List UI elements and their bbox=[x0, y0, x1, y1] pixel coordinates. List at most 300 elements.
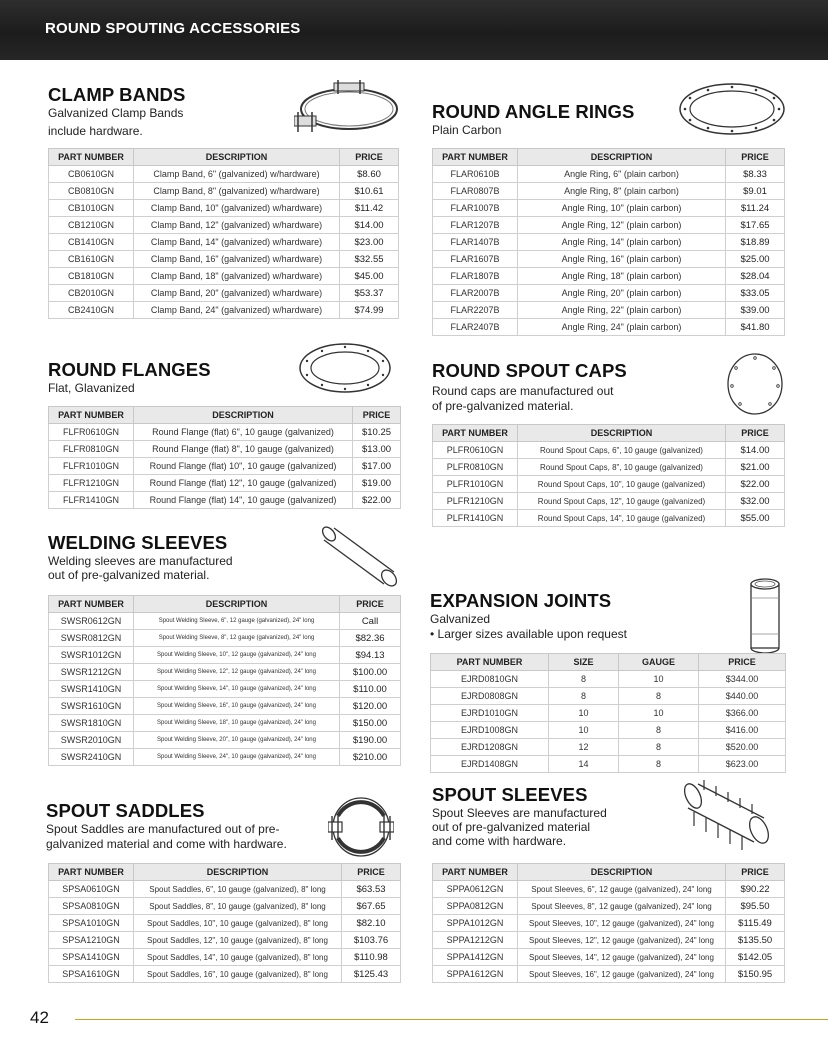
table-header-row bbox=[49, 407, 401, 424]
section-subtitle: Spout Saddles are manufactured out of pre- bbox=[46, 822, 280, 836]
price: $25.00 bbox=[726, 251, 785, 268]
part-number: EJRD1208GN bbox=[431, 739, 549, 756]
table-row bbox=[433, 234, 785, 251]
price: $17.00 bbox=[353, 458, 401, 475]
description: Spout Welding Sleeve, 12", 12 gauge (galvanized), 24" long bbox=[134, 664, 340, 681]
description: Spout Saddles, 10", 10 gauge (galvanized), 8" long bbox=[134, 915, 342, 932]
price: $32.55 bbox=[340, 251, 399, 268]
part-number: EJRD0808GN bbox=[431, 688, 549, 705]
part-number: FLAR1607B bbox=[433, 251, 518, 268]
price: $623.00 bbox=[699, 756, 786, 773]
price: $63.53 bbox=[342, 881, 401, 898]
price: $344.00 bbox=[699, 671, 786, 688]
price: $41.80 bbox=[726, 319, 785, 336]
table-row bbox=[433, 966, 785, 983]
price: $416.00 bbox=[699, 722, 786, 739]
spout-cap-illustration bbox=[726, 352, 784, 416]
column-header: PART NUMBER bbox=[49, 864, 134, 881]
table-row bbox=[49, 251, 399, 268]
part-number: FLFR0810GN bbox=[49, 441, 134, 458]
price: $33.05 bbox=[726, 285, 785, 302]
part-number: CB1410GN bbox=[49, 234, 134, 251]
section-subtitle: out of pre-galvanized material. bbox=[48, 568, 210, 582]
table-row bbox=[49, 613, 401, 630]
part-number: SWSR1012GN bbox=[49, 647, 134, 664]
part-number: FLFR1210GN bbox=[49, 475, 134, 492]
description: Spout Sleeves, 12", 12 gauge (galvanized), 24" long bbox=[518, 932, 726, 949]
section-round-flanges bbox=[48, 342, 402, 510]
spout-caps-table bbox=[432, 424, 785, 527]
clamp-band-illustration bbox=[294, 80, 404, 138]
price: $82.10 bbox=[342, 915, 401, 932]
section-title: SPOUT SADDLES bbox=[46, 800, 205, 821]
table-row bbox=[433, 200, 785, 217]
price: $32.00 bbox=[726, 493, 785, 510]
part-number: SWSR1410GN bbox=[49, 681, 134, 698]
price: $8.33 bbox=[726, 166, 785, 183]
part-number: EJRD1010GN bbox=[431, 705, 549, 722]
part-number: FLAR1007B bbox=[433, 200, 518, 217]
price: $22.00 bbox=[353, 492, 401, 509]
description: Round Spout Caps, 12", 10 gauge (galvanized) bbox=[518, 493, 726, 510]
price: $11.42 bbox=[340, 200, 399, 217]
price: $520.00 bbox=[699, 739, 786, 756]
banner-title: ROUND SPOUTING ACCESSORIES bbox=[45, 20, 301, 37]
table-row bbox=[49, 234, 399, 251]
description: Clamp Band, 24" (galvanized) w/hardware) bbox=[134, 302, 340, 319]
price: $14.00 bbox=[726, 442, 785, 459]
section-expansion-joints bbox=[430, 578, 786, 768]
table-row bbox=[433, 442, 785, 459]
table-header-row bbox=[49, 596, 401, 613]
table-row bbox=[431, 671, 786, 688]
table-row bbox=[49, 492, 401, 509]
section-title: WELDING SLEEVES bbox=[48, 532, 228, 553]
description: Angle Ring, 14" (plain carbon) bbox=[518, 234, 726, 251]
description: Round Spout Caps, 10", 10 gauge (galvanized) bbox=[518, 476, 726, 493]
price: $135.50 bbox=[726, 932, 785, 949]
description: Clamp Band, 6" (galvanized) w/hardware) bbox=[134, 166, 340, 183]
table-header-row bbox=[49, 864, 401, 881]
table-row bbox=[49, 647, 401, 664]
description: Spout Saddles, 6", 10 gauge (galvanized), 8" long bbox=[134, 881, 342, 898]
table-row bbox=[433, 510, 785, 527]
column-header: PRICE bbox=[699, 654, 786, 671]
table-row bbox=[433, 898, 785, 915]
column-header: PART NUMBER bbox=[431, 654, 549, 671]
gauge: 10 bbox=[619, 705, 699, 722]
description: Round Flange (flat) 10", 10 gauge (galvanized) bbox=[134, 458, 353, 475]
table-row bbox=[49, 268, 399, 285]
section-angle-rings bbox=[432, 82, 786, 338]
section-title: ROUND FLANGES bbox=[48, 359, 211, 380]
section-spout-caps bbox=[432, 352, 786, 528]
price: $150.00 bbox=[340, 715, 401, 732]
description: Spout Welding Sleeve, 6", 12 gauge (galvanized), 24" long bbox=[134, 613, 340, 630]
part-number: FLAR0610B bbox=[433, 166, 518, 183]
angle-ring-illustration bbox=[678, 82, 786, 136]
table-row bbox=[49, 715, 401, 732]
part-number: FLAR0807B bbox=[433, 183, 518, 200]
table-row bbox=[49, 458, 401, 475]
description: Angle Ring, 22" (plain carbon) bbox=[518, 302, 726, 319]
column-header: PRICE bbox=[726, 425, 785, 442]
price: $17.65 bbox=[726, 217, 785, 234]
column-header: DESCRIPTION bbox=[518, 425, 726, 442]
table-row bbox=[433, 166, 785, 183]
description: Spout Sleeves, 10", 12 gauge (galvanized), 24" long bbox=[518, 915, 726, 932]
part-number: FLFR1410GN bbox=[49, 492, 134, 509]
table-row bbox=[49, 732, 401, 749]
size: 10 bbox=[549, 705, 619, 722]
description: Spout Sleeves, 16", 12 gauge (galvanized), 24" long bbox=[518, 966, 726, 983]
table-row bbox=[433, 251, 785, 268]
part-number: SWSR0812GN bbox=[49, 630, 134, 647]
table-row bbox=[49, 475, 401, 492]
table-header-row bbox=[433, 864, 785, 881]
description: Spout Saddles, 14", 10 gauge (galvanized), 8" long bbox=[134, 949, 342, 966]
section-title: ROUND ANGLE RINGS bbox=[432, 101, 635, 122]
part-number: PLFR1010GN bbox=[433, 476, 518, 493]
column-header: DESCRIPTION bbox=[134, 596, 340, 613]
part-number: CB1610GN bbox=[49, 251, 134, 268]
spout-saddle-illustration bbox=[328, 796, 394, 858]
part-number: PLFR0810GN bbox=[433, 459, 518, 476]
part-number: CB2410GN bbox=[49, 302, 134, 319]
section-subtitle: Flat, Glavanized bbox=[48, 381, 135, 395]
part-number: FLAR1207B bbox=[433, 217, 518, 234]
section-subtitle: out of pre-galvanized material bbox=[432, 820, 591, 834]
column-header: GAUGE bbox=[619, 654, 699, 671]
column-header: DESCRIPTION bbox=[518, 149, 726, 166]
column-header: PRICE bbox=[353, 407, 401, 424]
price: $115.49 bbox=[726, 915, 785, 932]
column-header: PART NUMBER bbox=[49, 407, 134, 424]
description: Spout Welding Sleeve, 18", 10 gauge (galvanized), 24" long bbox=[134, 715, 340, 732]
part-number: SWSR1810GN bbox=[49, 715, 134, 732]
table-row bbox=[49, 441, 401, 458]
part-number: PLFR1410GN bbox=[433, 510, 518, 527]
table-header-row bbox=[431, 654, 786, 671]
section-subtitle: include hardware. bbox=[48, 124, 143, 138]
part-number: EJRD1008GN bbox=[431, 722, 549, 739]
round-flange-illustration bbox=[298, 342, 392, 394]
column-header: PRICE bbox=[726, 149, 785, 166]
part-number: SWSR2010GN bbox=[49, 732, 134, 749]
part-number: CB1210GN bbox=[49, 217, 134, 234]
section-subtitle: Welding sleeves are manufactured bbox=[48, 554, 233, 568]
column-header: PRICE bbox=[726, 864, 785, 881]
part-number: SPSA0610GN bbox=[49, 881, 134, 898]
price: $10.25 bbox=[353, 424, 401, 441]
price: $103.76 bbox=[342, 932, 401, 949]
column-header: PRICE bbox=[340, 596, 401, 613]
column-header: PART NUMBER bbox=[433, 425, 518, 442]
table-row bbox=[433, 285, 785, 302]
description: Round Spout Caps, 6", 10 gauge (galvanized) bbox=[518, 442, 726, 459]
price: $22.00 bbox=[726, 476, 785, 493]
price: $8.60 bbox=[340, 166, 399, 183]
part-number: SPPA1212GN bbox=[433, 932, 518, 949]
part-number: SPPA1412GN bbox=[433, 949, 518, 966]
table-row bbox=[49, 200, 399, 217]
section-title: SPOUT SLEEVES bbox=[432, 784, 588, 805]
footer-divider bbox=[75, 1019, 828, 1020]
price: $53.37 bbox=[340, 285, 399, 302]
size: 8 bbox=[549, 688, 619, 705]
price: $10.61 bbox=[340, 183, 399, 200]
part-number: SWSR2410GN bbox=[49, 749, 134, 766]
size: 12 bbox=[549, 739, 619, 756]
column-header: DESCRIPTION bbox=[134, 864, 342, 881]
part-number: SPPA1012GN bbox=[433, 915, 518, 932]
description: Angle Ring, 16" (plain carbon) bbox=[518, 251, 726, 268]
description: Clamp Band, 18" (galvanized) w/hardware) bbox=[134, 268, 340, 285]
table-row bbox=[431, 756, 786, 773]
description: Clamp Band, 12" (galvanized) w/hardware) bbox=[134, 217, 340, 234]
description: Angle Ring, 10" (plain carbon) bbox=[518, 200, 726, 217]
price: $11.24 bbox=[726, 200, 785, 217]
section-spout-saddles bbox=[46, 796, 402, 986]
table-row bbox=[49, 424, 401, 441]
description: Spout Welding Sleeve, 20", 10 gauge (galvanized), 24" long bbox=[134, 732, 340, 749]
table-row bbox=[49, 681, 401, 698]
part-number: SPSA1210GN bbox=[49, 932, 134, 949]
table-row bbox=[431, 705, 786, 722]
price: $366.00 bbox=[699, 705, 786, 722]
part-number: FLFR0610GN bbox=[49, 424, 134, 441]
column-header: DESCRIPTION bbox=[134, 407, 353, 424]
section-title: ROUND SPOUT CAPS bbox=[432, 360, 627, 381]
price: Call bbox=[340, 613, 401, 630]
description: Round Spout Caps, 8", 10 gauge (galvanized) bbox=[518, 459, 726, 476]
gauge: 8 bbox=[619, 739, 699, 756]
table-row bbox=[433, 932, 785, 949]
description: Round Flange (flat) 8", 10 gauge (galvanized) bbox=[134, 441, 353, 458]
part-number: CB1810GN bbox=[49, 268, 134, 285]
size: 10 bbox=[549, 722, 619, 739]
section-subtitle: Galvanized bbox=[430, 612, 491, 626]
column-header: PRICE bbox=[340, 149, 399, 166]
part-number: SPSA0810GN bbox=[49, 898, 134, 915]
table-row bbox=[49, 966, 401, 983]
table-row bbox=[49, 664, 401, 681]
part-number: CB2010GN bbox=[49, 285, 134, 302]
price: $100.00 bbox=[340, 664, 401, 681]
price: $21.00 bbox=[726, 459, 785, 476]
table-row bbox=[49, 183, 399, 200]
table-row bbox=[431, 739, 786, 756]
description: Spout Saddles, 12", 10 gauge (galvanized), 8" long bbox=[134, 932, 342, 949]
table-row bbox=[49, 932, 401, 949]
welding-sleeve-illustration bbox=[320, 526, 402, 590]
clamp-bands-table bbox=[48, 148, 399, 319]
description: Spout Sleeves, 6", 12 gauge (galvanized), 24" long bbox=[518, 881, 726, 898]
table-header-row bbox=[433, 425, 785, 442]
table-row bbox=[49, 915, 401, 932]
section-subtitle: galvanized material and come with hardware. bbox=[46, 837, 287, 851]
page-number: 42 bbox=[30, 1008, 49, 1027]
table-row bbox=[431, 688, 786, 705]
part-number: SPPA1612GN bbox=[433, 966, 518, 983]
description: Round Spout Caps, 14", 10 gauge (galvanized) bbox=[518, 510, 726, 527]
table-row bbox=[49, 749, 401, 766]
description: Angle Ring, 20" (plain carbon) bbox=[518, 285, 726, 302]
part-number: EJRD1408GN bbox=[431, 756, 549, 773]
table-row bbox=[433, 915, 785, 932]
table-row bbox=[49, 698, 401, 715]
part-number: CB1010GN bbox=[49, 200, 134, 217]
section-subtitle: Spout Sleeves are manufactured bbox=[432, 806, 607, 820]
table-row bbox=[433, 302, 785, 319]
description: Angle Ring, 12" (plain carbon) bbox=[518, 217, 726, 234]
table-row bbox=[433, 476, 785, 493]
price: $210.00 bbox=[340, 749, 401, 766]
part-number: SWSR0612GN bbox=[49, 613, 134, 630]
part-number: CB0610GN bbox=[49, 166, 134, 183]
price: $14.00 bbox=[340, 217, 399, 234]
price: $18.89 bbox=[726, 234, 785, 251]
section-subtitle: and come with hardware. bbox=[432, 834, 567, 848]
part-number: FLFR1010GN bbox=[49, 458, 134, 475]
table-header-row bbox=[49, 149, 399, 166]
section-title: CLAMP BANDS bbox=[48, 84, 186, 105]
part-number: PLFR0610GN bbox=[433, 442, 518, 459]
gauge: 8 bbox=[619, 688, 699, 705]
section-subtitle: • Larger sizes available upon request bbox=[430, 627, 627, 641]
description: Clamp Band, 8" (galvanized) w/hardware) bbox=[134, 183, 340, 200]
price: $150.95 bbox=[726, 966, 785, 983]
column-header: PART NUMBER bbox=[433, 864, 518, 881]
description: Angle Ring, 6" (plain carbon) bbox=[518, 166, 726, 183]
header-banner bbox=[0, 0, 828, 60]
table-row bbox=[433, 217, 785, 234]
description: Round Flange (flat) 12", 10 gauge (galvanized) bbox=[134, 475, 353, 492]
price: $74.99 bbox=[340, 302, 399, 319]
description: Angle Ring, 24" (plain carbon) bbox=[518, 319, 726, 336]
section-subtitle: Galvanized Clamp Bands bbox=[48, 106, 184, 120]
section-subtitle: Plain Carbon bbox=[432, 123, 502, 137]
description: Spout Welding Sleeve, 24", 10 gauge (galvanized), 24" long bbox=[134, 749, 340, 766]
description: Spout Saddles, 8", 10 gauge (galvanized), 8" long bbox=[134, 898, 342, 915]
column-header: PRICE bbox=[342, 864, 401, 881]
price: $110.98 bbox=[342, 949, 401, 966]
table-row bbox=[433, 881, 785, 898]
part-number: SPSA1410GN bbox=[49, 949, 134, 966]
part-number: SPSA1610GN bbox=[49, 966, 134, 983]
price: $125.43 bbox=[342, 966, 401, 983]
part-number: SPSA1010GN bbox=[49, 915, 134, 932]
description: Clamp Band, 14" (galvanized) w/hardware) bbox=[134, 234, 340, 251]
price: $142.05 bbox=[726, 949, 785, 966]
section-subtitle: Round caps are manufactured out bbox=[432, 384, 614, 398]
price: $94.13 bbox=[340, 647, 401, 664]
table-row bbox=[431, 722, 786, 739]
table-row bbox=[49, 949, 401, 966]
table-row bbox=[433, 459, 785, 476]
table-row bbox=[49, 217, 399, 234]
gauge: 10 bbox=[619, 671, 699, 688]
size: 8 bbox=[549, 671, 619, 688]
price: $23.00 bbox=[340, 234, 399, 251]
table-row bbox=[49, 166, 399, 183]
part-number: FLAR2007B bbox=[433, 285, 518, 302]
table-row bbox=[433, 183, 785, 200]
description: Spout Sleeves, 8", 12 gauge (galvanized), 24" long bbox=[518, 898, 726, 915]
part-number: SPPA0612GN bbox=[433, 881, 518, 898]
table-row bbox=[49, 630, 401, 647]
price: $67.65 bbox=[342, 898, 401, 915]
description: Angle Ring, 18" (plain carbon) bbox=[518, 268, 726, 285]
spout-saddles-table bbox=[48, 863, 401, 983]
part-number: FLAR1807B bbox=[433, 268, 518, 285]
price: $120.00 bbox=[340, 698, 401, 715]
gauge: 8 bbox=[619, 756, 699, 773]
description: Spout Welding Sleeve, 8", 12 gauge (galvanized), 24" long bbox=[134, 630, 340, 647]
angle-rings-table bbox=[432, 148, 785, 336]
table-row bbox=[433, 268, 785, 285]
description: Round Flange (flat) 6", 10 gauge (galvanized) bbox=[134, 424, 353, 441]
description: Round Flange (flat) 14", 10 gauge (galvanized) bbox=[134, 492, 353, 509]
description: Clamp Band, 16" (galvanized) w/hardware) bbox=[134, 251, 340, 268]
price: $110.00 bbox=[340, 681, 401, 698]
description: Spout Welding Sleeve, 14", 10 gauge (galvanized), 24" long bbox=[134, 681, 340, 698]
price: $90.22 bbox=[726, 881, 785, 898]
expansion-joint-illustration bbox=[748, 578, 782, 656]
price: $45.00 bbox=[340, 268, 399, 285]
table-row bbox=[433, 319, 785, 336]
part-number: CB0810GN bbox=[49, 183, 134, 200]
price: $95.50 bbox=[726, 898, 785, 915]
section-subtitle: of pre-galvanized material. bbox=[432, 399, 574, 413]
table-row bbox=[49, 302, 399, 319]
part-number: FLAR2207B bbox=[433, 302, 518, 319]
price: $82.36 bbox=[340, 630, 401, 647]
price: $19.00 bbox=[353, 475, 401, 492]
table-row bbox=[49, 898, 401, 915]
section-welding-sleeves bbox=[48, 526, 402, 768]
section-spout-sleeves bbox=[432, 774, 786, 986]
table-row bbox=[433, 949, 785, 966]
part-number: EJRD0810GN bbox=[431, 671, 549, 688]
round-flanges-table bbox=[48, 406, 401, 509]
description: Spout Saddles, 16", 10 gauge (galvanized), 8" long bbox=[134, 966, 342, 983]
column-header: DESCRIPTION bbox=[134, 149, 340, 166]
table-header-row bbox=[433, 149, 785, 166]
section-clamp-bands bbox=[48, 84, 400, 324]
part-number: SWSR1212GN bbox=[49, 664, 134, 681]
spout-sleeves-table bbox=[432, 863, 785, 983]
column-header: PART NUMBER bbox=[49, 149, 134, 166]
column-header: DESCRIPTION bbox=[518, 864, 726, 881]
column-header: PART NUMBER bbox=[49, 596, 134, 613]
price: $28.04 bbox=[726, 268, 785, 285]
description: Spout Welding Sleeve, 10", 12 gauge (galvanized), 24" long bbox=[134, 647, 340, 664]
price: $440.00 bbox=[699, 688, 786, 705]
part-number: SWSR1610GN bbox=[49, 698, 134, 715]
price: $39.00 bbox=[726, 302, 785, 319]
welding-sleeves-table bbox=[48, 595, 401, 766]
price: $55.00 bbox=[726, 510, 785, 527]
description: Spout Sleeves, 14", 12 gauge (galvanized), 24" long bbox=[518, 949, 726, 966]
gauge: 8 bbox=[619, 722, 699, 739]
price: $13.00 bbox=[353, 441, 401, 458]
part-number: FLAR2407B bbox=[433, 319, 518, 336]
size: 14 bbox=[549, 756, 619, 773]
table-row bbox=[49, 881, 401, 898]
description: Clamp Band, 20" (galvanized) w/hardware) bbox=[134, 285, 340, 302]
part-number: PLFR1210GN bbox=[433, 493, 518, 510]
